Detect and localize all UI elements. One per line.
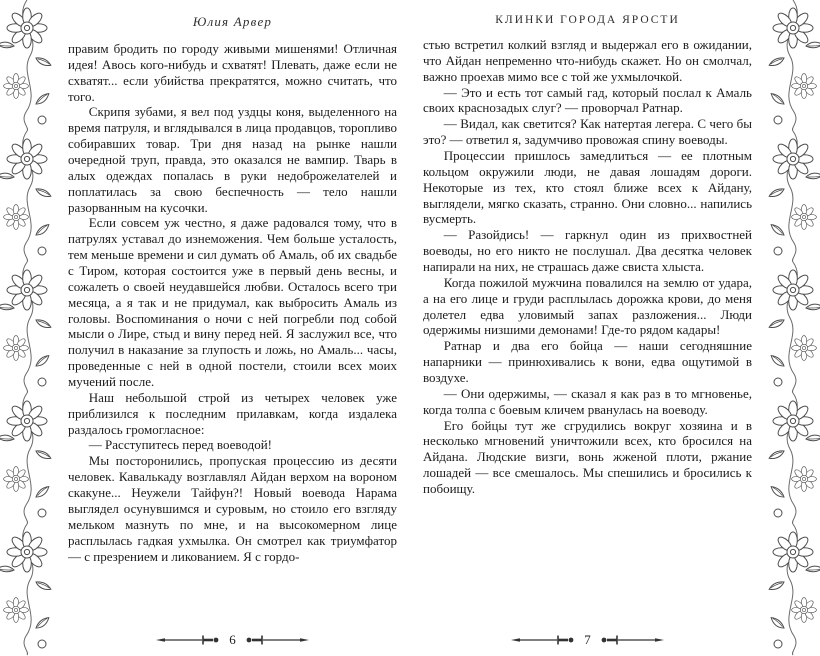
floral-border-right bbox=[766, 0, 820, 656]
page-number: 7 bbox=[584, 632, 591, 647]
paragraph: стью встретил колкий взгляд и выдержал его в ожидании, что Айдан непременно что-нибудь скажет. Но он смолчал, важно проехав мимо все с той же ухмылочкой. bbox=[423, 37, 752, 84]
paragraph: Ратнар и два его бойца — наши сегодняшние напарники — принюхивались к вони, едва ощутимой в воздухе. bbox=[423, 338, 752, 386]
page-number: 6 bbox=[229, 632, 236, 647]
paragraph: — Видал, как светится? Как натертая легера. С чего бы это? — ответил я, задумчиво провожая спину воеводы. bbox=[423, 116, 752, 148]
paragraph: — Это и есть тот самый гад, который послал к Амаль своих краснозадых слуг? — проворчал Ратнар. bbox=[423, 84, 752, 116]
paragraph: — Расступитесь перед воеводой! bbox=[88, 437, 272, 453]
page-left-footer bbox=[68, 624, 397, 648]
running-header-title: КЛИНКИ ГОРОДА ЯРОСТИ bbox=[495, 14, 680, 26]
paragraph: Наш небольшой строй из четырех человек уже приблизился к последним прилавкам, когда издалека раздалось громогласное: bbox=[68, 389, 397, 437]
page-right-footer bbox=[423, 624, 752, 648]
paragraph: Если совсем уж честно, я даже радовался тому, что в патрулях уставал до изнеможения. Чем больше усталость, тем меньше времени и сил думать об Амаль, об их свадьбе с Тиром, которая состоится уже в первый день весны, и сожалеть о своей неудавшейся любви. Осталось всего три месяца, а я так и не придумал, как выбросить Амаль из головы. Воспоминания о ночи с ней погребли под собой мысли о Лире, стыд и вину перед ней. Я заслужил все, что получил в наказание за глупость и ложь, но Амаль... часы, проведенные с ней в одной постели, стоили всех моих мучений после. bbox=[68, 215, 397, 390]
dagger-ornament-right-icon bbox=[245, 634, 309, 646]
page-left-text bbox=[68, 41, 397, 624]
paragraph: — Они одержимы, — сказал я как раз в то мгновенье, когда толпа с боевым кличем рванулась на воеводу. bbox=[423, 385, 752, 417]
page-right bbox=[423, 14, 752, 648]
dagger-ornament-left-icon bbox=[511, 634, 575, 646]
dagger-ornament-right-icon bbox=[600, 634, 664, 646]
floral-engraving-icon bbox=[766, 0, 820, 656]
page-right-text bbox=[423, 37, 752, 624]
paragraph: Процессии пришлось замедлиться — ее плотным кольцом окружили люди, не давая лошадям дороги. Некоторые из тех, кто стоял ближе всех к Айдану, выглядели, мягко сказать, странно. Они словно... напились вусмерть. bbox=[423, 148, 752, 227]
paragraph: Мы посторонились, пропуская процессию из десяти человек. Кавалькаду возглавлял Айдан верхом на вороном скакуне... Неужели Тайфун?! Новый воевода Нарама выглядел осунувшимся и суровым, но стоило его взгляду мельком мазнуть по мне, и на высокомерном лице расплылась гадкая ухмылка. Он смотрел как триумфатор — с презрением и ликованием. Я с гордо- bbox=[68, 453, 397, 564]
page-left bbox=[68, 14, 397, 648]
paragraph: Скрипя зубами, я вел под уздцы коня, выделенного на время патруля, и вглядывался в лица продавцов, торопливо собиравших товар. Три дня назад на рынке нашли очередной труп, правда, это оказался не вампир. Тварь в алых одеждах попалась в руки недоброжелателей и поплатилась за свою беспечность — тело нашли разорванным на кусочки. bbox=[68, 104, 397, 215]
floral-border-left bbox=[0, 0, 54, 656]
paragraph: Его бойцы тут же сгрудились вокруг хозяина и в несколько мгновений уничтожили всех, кто бросился на Айдана. Людские визги, вонь жженой плоти, ржание лошадей — все смешалось. Мы спешились и бросились к побоищу. bbox=[423, 417, 752, 497]
floral-engraving-icon bbox=[0, 0, 54, 656]
paragraph: Когда пожилой мужчина повалился на землю от удара, а на его лице и груди расплылась дорожка крови, до меня долетел едва уловимый запах разложения... Люди одержимы низшими демонами! Где-то рядом кадары! bbox=[423, 274, 752, 338]
paragraph: правим бродить по городу живыми мишенями! Отличная идея! Авось кого-нибудь и схватят! Плевать, даже если не схватят... если убийства прекратятся, можно считать, что того. bbox=[68, 41, 397, 104]
paragraph: — Разойдись! — гаркнул один из прихвостней воеводы, но его никто не послушал. Два десятка человек напирали на них, не страшась даже свиста хлыста. bbox=[423, 227, 752, 275]
running-header-author: Юлия Арвер bbox=[192, 14, 273, 29]
dagger-ornament-left-icon bbox=[156, 634, 220, 646]
pages-area bbox=[54, 0, 766, 656]
